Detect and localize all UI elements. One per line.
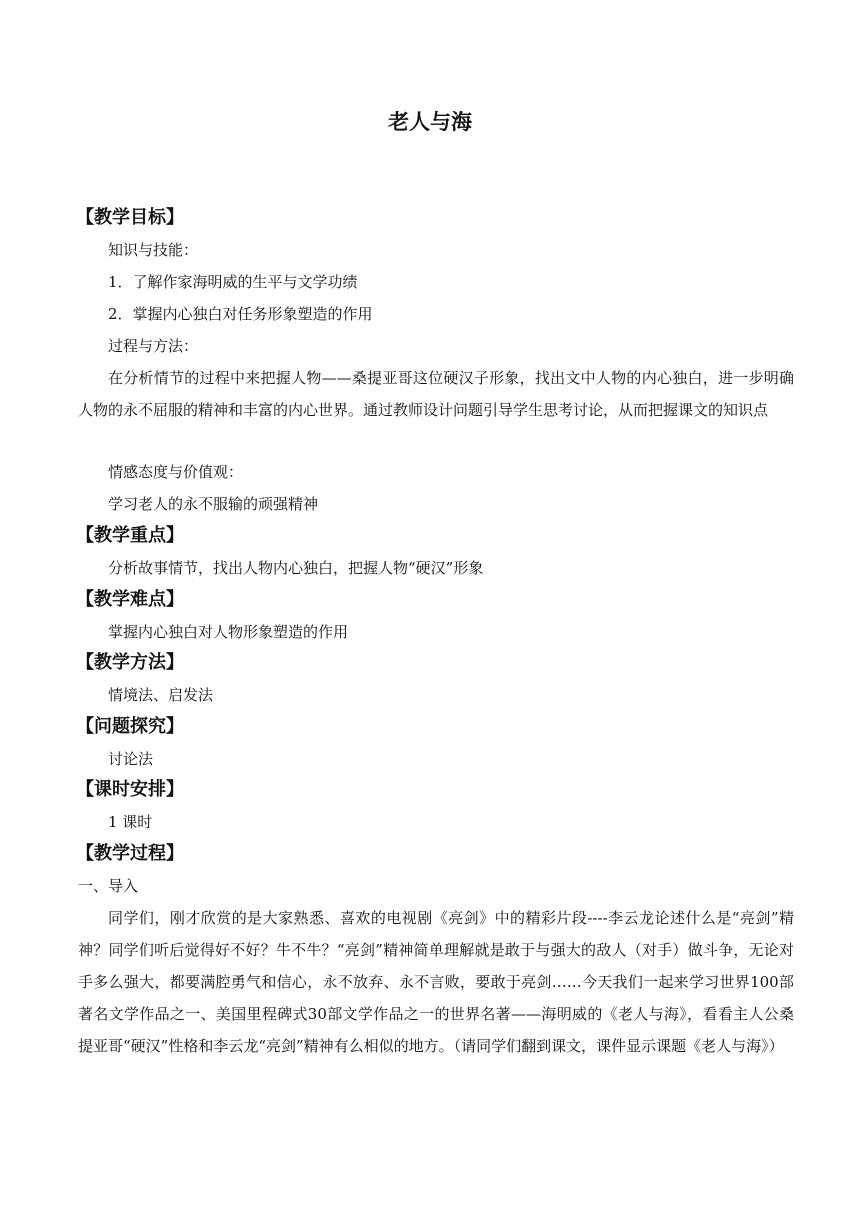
document-title: 老人与海 (388, 110, 472, 134)
emotion-text: 学习老人的永不服输的顽强精神 (108, 495, 319, 513)
process-paragraph: 在分析情节的过程中来把握人物——桑提亚哥这位硬汉子形象，找出文中人物的内心独白，进一步明确人物的永不屈服的精神和丰富的内心世界。通过教师设计问题引导学生思考讨论，从而把握课文的知识点 (78, 369, 794, 419)
key-points-text: 分析故事情节，找出人物内心独白，把握人物“硬汉”形象 (108, 559, 484, 577)
heading-inquiry: 【问题探究】 (76, 716, 184, 737)
emotion-label: 情感态度与价值观： (108, 463, 244, 481)
heading-schedule: 【课时安排】 (76, 779, 184, 800)
heading-key-points: 【教学重点】 (76, 525, 184, 546)
schedule-text: 1 课时 (108, 813, 153, 831)
heading-methods: 【教学方法】 (76, 652, 184, 673)
step1-paragraph: 同学们，刚才欣赏的是大家熟悉、喜欢的电视剧《亮剑》中的精彩片段----李云龙论述什么是“亮剑”精神？同学们听后觉得好不好？牛不牛？“亮剑”精神简单理解就是敢于与强大的敌人（对手）做斗争，无论对手多么强大，都要满腔勇气和信心，永不放弃、永不言败，要敢于亮剑……今天我们一起来学习世界100部著名文学作品之一、美国里程碑式30部文学作品之一的世界名著——海明威的《老人与海》，看看主人公桑提亚哥“硬汉”性格和李云龙“亮剑”精神有么相似的地方。（请同学们翻到课文，课件显示课题《老人与海》） (78, 909, 794, 1055)
step1-label: 一、导入 (78, 877, 139, 895)
difficulties-text: 掌握内心独白对人物形象塑造的作用 (108, 623, 349, 641)
heading-difficulties: 【教学难点】 (76, 589, 184, 610)
methods-text: 情境法、启发法 (108, 686, 214, 704)
process-label: 过程与方法： (108, 337, 199, 355)
heading-objectives: 【教学目标】 (76, 207, 184, 228)
heading-process: 【教学过程】 (76, 843, 184, 864)
inquiry-text: 讨论法 (108, 750, 154, 768)
knowledge-label: 知识与技能： (108, 241, 199, 259)
knowledge-item-2: 2．掌握内心独白对任务形象塑造的作用 (108, 305, 373, 323)
knowledge-item-1: 1．了解作家海明威的生平与文学功绩 (108, 273, 358, 291)
